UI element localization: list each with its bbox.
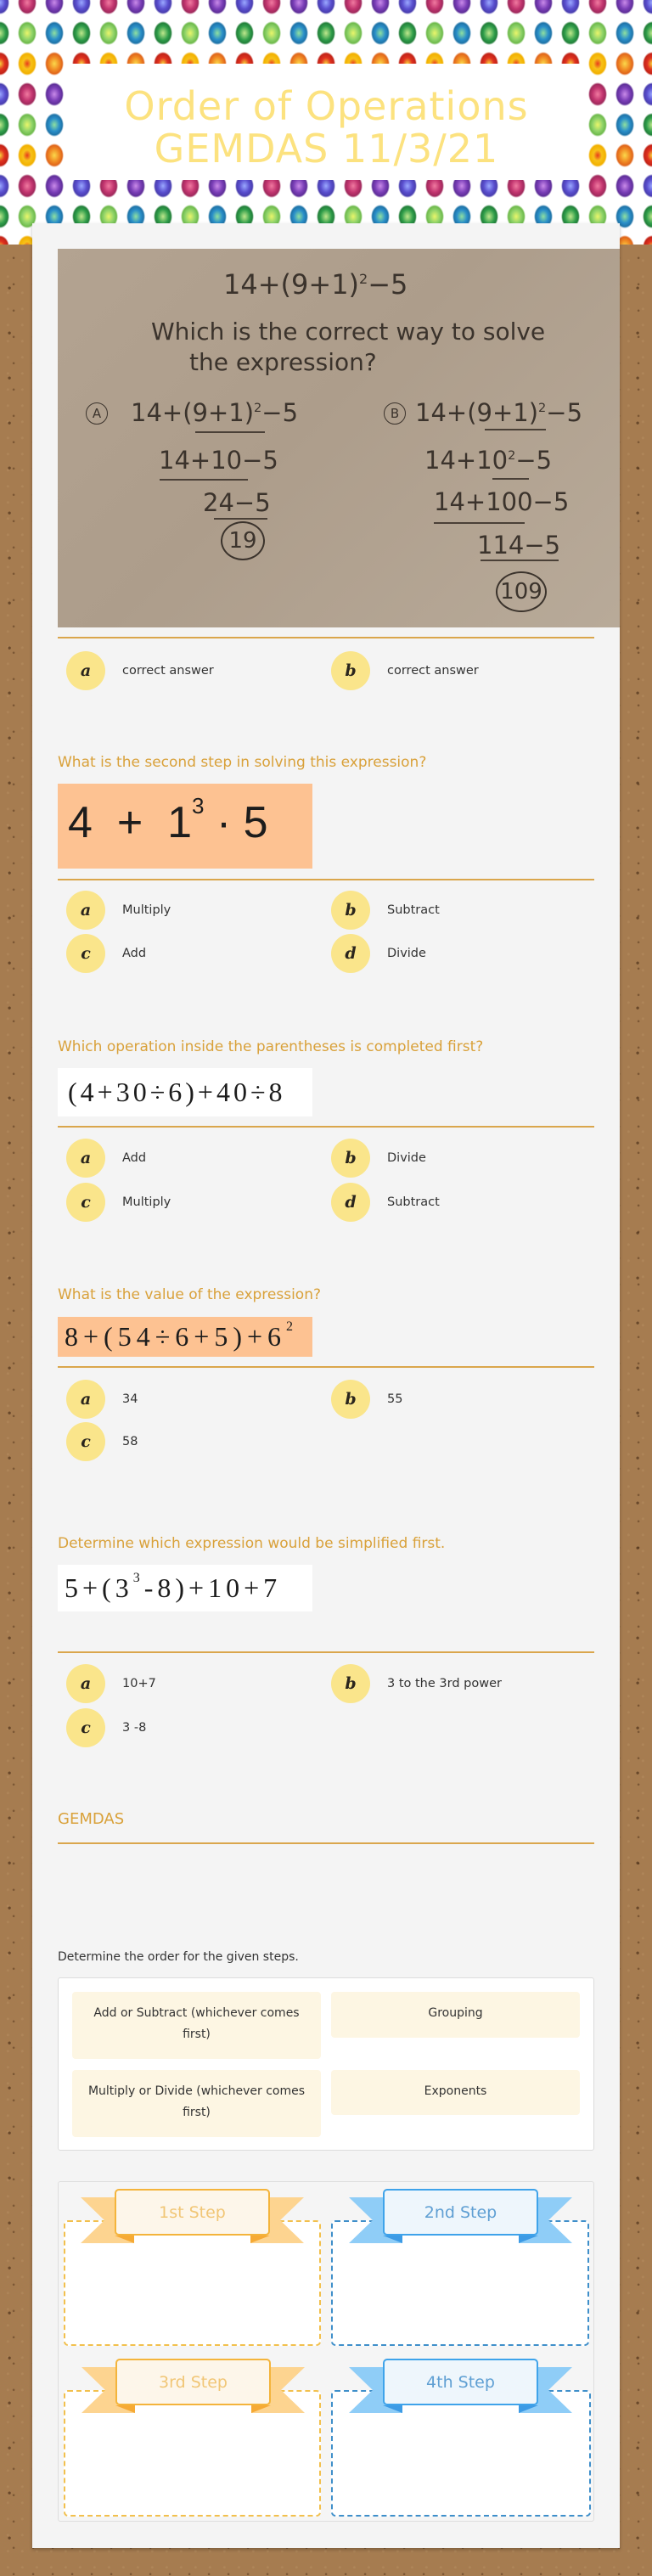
page-title-line1: Order of Operations (124, 83, 529, 129)
q5-question-text: Determine which expression would be simplified first. (58, 1535, 446, 1552)
q3-answer-d[interactable] (331, 1183, 440, 1222)
step-4-label: 4th Step (426, 2372, 495, 2392)
divider (58, 1126, 594, 1128)
underline (492, 478, 529, 480)
divider (58, 1842, 594, 1844)
sort-item-grouping[interactable]: Grouping (331, 1992, 580, 2038)
option-b-step2: 14+100−5 (434, 487, 570, 516)
answer-text: Divide (387, 947, 426, 960)
divider (58, 637, 594, 638)
page-title-line2: GEMDAS 11/3/21 (154, 126, 499, 172)
option-a-step1: 14+10−5 (159, 446, 278, 475)
step-2-label: 2nd Step (424, 2202, 497, 2222)
answer-letter-badge: a (66, 651, 105, 690)
step-3-ribbon (82, 2359, 305, 2413)
answer-text: correct answer (387, 664, 479, 678)
answer-letter-badge: c (66, 1708, 105, 1747)
step-1-ribbon (81, 2189, 304, 2243)
answer-text: 34 (122, 1392, 138, 1406)
underline (485, 429, 546, 430)
answer-text: Multiply (122, 903, 171, 917)
q3-answer-a[interactable] (66, 1139, 146, 1178)
sort-item-multiply-divide[interactable]: Multiply or Divide (whichever comes first) (72, 2070, 321, 2137)
answer-letter-badge: a (66, 1664, 105, 1703)
answer-letter-badge: b (331, 1664, 370, 1703)
sort-item-add-subtract[interactable]: Add or Subtract (whichever comes first) (72, 1992, 321, 2059)
answer-text: Add (122, 947, 147, 960)
answer-letter-badge: a (66, 1380, 105, 1419)
q2-answer-d[interactable] (331, 934, 426, 973)
answer-text: Subtract (387, 1195, 440, 1209)
answer-text: Add (122, 1151, 147, 1165)
answer-letter-badge: b (331, 651, 370, 690)
step-2-ribbon (349, 2189, 572, 2243)
divider (58, 1651, 594, 1653)
q5-answer-b[interactable] (331, 1664, 502, 1703)
divider (58, 879, 594, 880)
answer-letter-badge: a (66, 1139, 105, 1178)
divider (58, 1366, 594, 1368)
answer-text: 55 (387, 1392, 403, 1406)
photo-prompt-line2: the expression? (189, 348, 377, 376)
answer-letter-badge: c (66, 1183, 105, 1222)
answer-text: Subtract (387, 903, 440, 917)
q3-question-text: Which operation inside the parentheses is completed first? (58, 1038, 484, 1055)
answer-text: 58 (122, 1435, 138, 1448)
answer-letter-badge: c (66, 1422, 105, 1461)
option-b-marker: B (384, 402, 406, 425)
underline (214, 518, 267, 520)
option-b-step1: $14+10^2-5$ (424, 446, 553, 475)
q1-answer-b[interactable] (331, 651, 479, 690)
answer-letter-badge: d (331, 1183, 370, 1222)
q4-question-text: What is the value of the expression? (58, 1286, 322, 1303)
underline (481, 560, 559, 561)
sort-prompt: Determine the order for the given steps. (58, 1950, 299, 1964)
q2-expression-image: 4 + 1 $^3$ · 5 (58, 784, 312, 869)
title-box (66, 64, 587, 180)
q3-answer-b[interactable] (331, 1139, 426, 1178)
q5-answer-a[interactable] (66, 1664, 156, 1703)
handwritten-problem-photo (58, 249, 620, 627)
option-b-step3: 114−5 (477, 531, 561, 560)
photo-main-expression: $14+(9+1)^2-5$ (223, 268, 408, 301)
underline (434, 522, 525, 524)
q3-answer-c[interactable] (66, 1183, 171, 1222)
q4-answer-a[interactable] (66, 1380, 138, 1419)
q1-answer-a[interactable] (66, 651, 214, 690)
sort-item-exponents[interactable]: Exponents (331, 2070, 580, 2115)
q3-expression-image: (4+30÷6)+40÷8 (58, 1068, 312, 1116)
option-a-step2: 24−5 (203, 488, 271, 517)
q4-expression-image: 8+(54÷6+5)+6 $^2$ (58, 1317, 312, 1357)
gemdas-heading: GEMDAS (58, 1810, 125, 1828)
photo-prompt-line1: Which is the correct way to solve (151, 318, 546, 346)
q4-answer-c[interactable] (66, 1422, 138, 1461)
answer-letter-badge: b (331, 891, 370, 930)
answer-letter-badge: a (66, 891, 105, 930)
answer-letter-badge: b (331, 1380, 370, 1419)
step-1-label: 1st Step (159, 2202, 226, 2222)
step-4-ribbon (349, 2359, 572, 2413)
answer-letter-badge: c (66, 934, 105, 973)
answer-text: Divide (387, 1151, 426, 1165)
q2-answer-c[interactable] (66, 934, 146, 973)
option-a-marker: A (86, 402, 108, 425)
q4-answer-b[interactable] (331, 1380, 402, 1419)
q5-expression-image: 5+(3 $^3$ -8)+10+7 (58, 1565, 312, 1611)
answer-text: correct answer (122, 664, 214, 678)
answer-text: 10+7 (122, 1677, 156, 1690)
answer-text: 3 to the 3rd power (387, 1677, 502, 1690)
q2-answer-b[interactable] (331, 891, 440, 930)
q2-question-text: What is the second step in solving this expression? (58, 754, 427, 771)
option-b-expression: $14+(9+1)^2-5$ (415, 398, 583, 427)
step-3-label: 3rd Step (159, 2372, 228, 2392)
underline (195, 431, 265, 433)
underline (160, 479, 248, 481)
answer-letter-badge: d (331, 934, 370, 973)
answer-text: 3 -8 (122, 1721, 147, 1735)
option-b-result-circled: 109 (496, 571, 547, 612)
q5-answer-c[interactable] (66, 1708, 146, 1747)
option-a-expression: $14+(9+1)^2-5$ (131, 398, 299, 427)
option-a-result-circled: 19 (221, 521, 265, 560)
q2-answer-a[interactable] (66, 891, 171, 930)
answer-text: Multiply (122, 1195, 171, 1209)
answer-letter-badge: b (331, 1139, 370, 1178)
